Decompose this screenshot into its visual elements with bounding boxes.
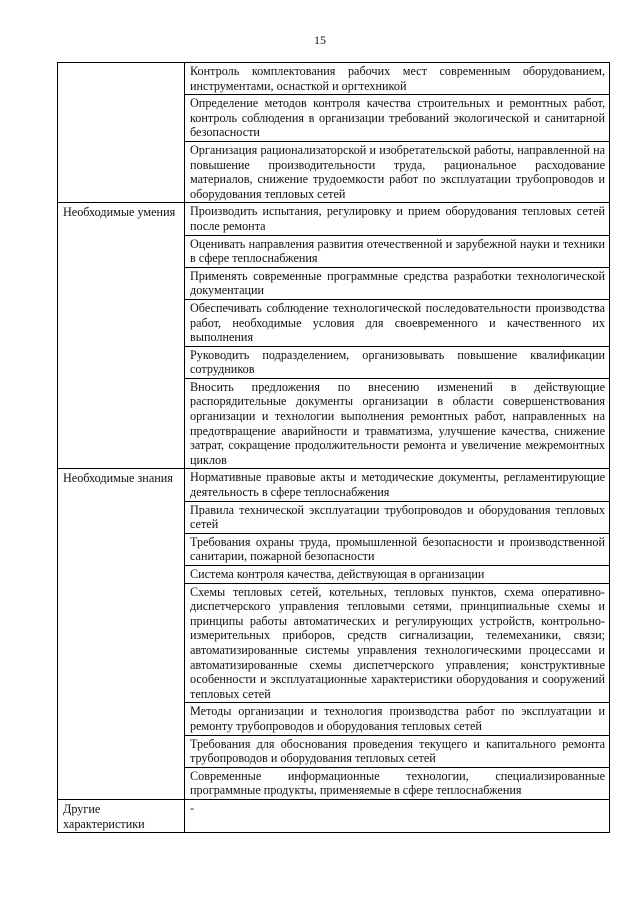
section-label: Другие характеристики bbox=[58, 799, 185, 832]
item-cell bbox=[185, 799, 610, 832]
item-text: Требования для обоснования проведения текущего и капитального ремонта трубопроводов и оборудования тепловых сетей bbox=[190, 736, 605, 766]
page-number: 15 bbox=[314, 33, 326, 47]
table-row bbox=[58, 63, 610, 95]
item-cell bbox=[185, 378, 610, 469]
item-cell bbox=[185, 533, 610, 565]
item-text: Организация рационализаторской и изобретательской работы, направленной на повышение производительности труда, рациональное расходование материалов, снижение трудоемкости работ по эксплуатации трубопроводов и оборудования тепловых сетей bbox=[190, 142, 605, 201]
item-text: Оценивать направления развития отечественной и зарубежной науки и техники в сфере теплоснабжения bbox=[190, 236, 605, 266]
item-cell bbox=[185, 235, 610, 267]
item-cell bbox=[185, 141, 610, 202]
item-text: Схемы тепловых сетей, котельных, тепловых пунктов, схема оперативно-диспетчерского управления тепловыми сетями, принципиальные схемы и принципы работы автоматических и регулирующих устройств, контрольно-измерительных приборов, средств сигнализации, телемеханики, связи; автоматизированные системы управления технологическими процессами и автоматизированные схемы диспетчерского управления; конструктивные особенности и эксплуатационные характеристики оборудования и сооружений тепловых сетей bbox=[190, 584, 605, 701]
item-text: - bbox=[190, 800, 195, 815]
item-text: Методы организации и технология производства работ по эксплуатации и ремонту трубопроводов и оборудования тепловых сетей bbox=[190, 704, 605, 733]
item-cell bbox=[185, 267, 610, 299]
item-cell bbox=[185, 767, 610, 799]
item-text: Требования охраны труда, промышленной безопасности и производственной санитарии, пожарной безопасности bbox=[190, 534, 605, 564]
item-text: Определение методов контроля качества строительных и ремонтных работ, контроль соблюдения в организации требований экологической и санитарной безопасности bbox=[190, 96, 605, 140]
section-label bbox=[58, 63, 185, 203]
item-cell bbox=[185, 346, 610, 378]
item-cell bbox=[185, 299, 610, 346]
item-cell bbox=[185, 469, 610, 501]
item-cell bbox=[185, 735, 610, 767]
item-cell bbox=[185, 583, 610, 703]
item-cell bbox=[185, 566, 610, 584]
item-cell bbox=[185, 703, 610, 735]
item-text: Система контроля качества, действующая в организации bbox=[190, 567, 485, 581]
competency-table bbox=[57, 62, 610, 833]
item-cell bbox=[185, 501, 610, 533]
item-text: Правила технической эксплуатации трубопроводов и оборудования тепловых сетей bbox=[190, 502, 605, 532]
item-text: Обеспечивать соблюдение технологической последовательности производства работ, необходимые условия для своевременного и качественного их выполнения bbox=[190, 300, 605, 345]
item-text: Производить испытания, регулировку и прием оборудования тепловых сетей после ремонта bbox=[190, 204, 605, 233]
item-text: Вносить предложения по внесению изменений в действующие распорядительные документы организации в области совершенствования организации и технологии выполнения ремонтных работ, направленных на предотвращение аварийности и травматизма, улучшение качества, снижение затрат, сокращение продолжительности ремонта и увеличение межремонтных циклов bbox=[190, 379, 605, 467]
item-text: Руководить подразделением, организовывать повышение квалификации сотрудников bbox=[190, 347, 605, 377]
section-label: Необходимые умения bbox=[58, 203, 185, 469]
table-row bbox=[58, 203, 610, 235]
table-row bbox=[58, 799, 610, 832]
section-label: Необходимые знания bbox=[58, 469, 185, 799]
item-cell bbox=[185, 203, 610, 235]
item-cell bbox=[185, 63, 610, 95]
item-text: Контроль комплектования рабочих мест современным оборудованием, инструментами, оснасткой и оргтехникой bbox=[190, 64, 605, 93]
item-text: Применять современные программные средства разработки технологической документации bbox=[190, 268, 605, 298]
item-text: Современные информационные технологии, специализированные программные продукты, применяемые в сфере теплоснабжения bbox=[190, 768, 605, 798]
item-text: Нормативные правовые акты и методические документы, регламентирующие деятельность в сфере теплоснабжения bbox=[190, 470, 605, 500]
table-row bbox=[58, 469, 610, 501]
item-cell bbox=[185, 95, 610, 142]
